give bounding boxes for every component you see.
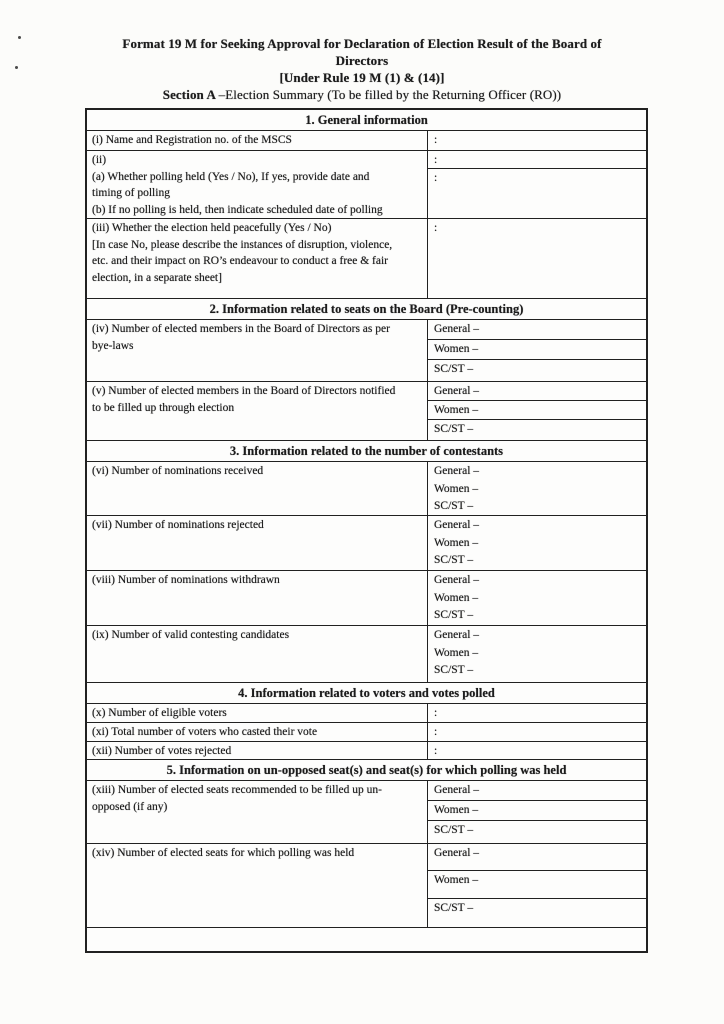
row-xiv-value-column bbox=[428, 844, 646, 927]
row-vii-value-cell bbox=[428, 516, 646, 570]
row-vii-women: Women – bbox=[434, 536, 479, 549]
section-a-subtitle: –Election Summary (To be filled by the Returning Officer (RO)) bbox=[218, 87, 562, 102]
row-vii-general: General – bbox=[434, 519, 480, 531]
row-viii-label: (viii) Number of nominations withdrawn bbox=[87, 571, 428, 625]
document-title bbox=[0, 35, 724, 103]
row-xiii-line-2: opposed (if any) bbox=[92, 800, 168, 813]
row-ii-line-2: (a) Whether polling held (Yes / No), If yes, provide date and bbox=[92, 170, 370, 183]
row-iii-line-3: etc. and their impact on RO’s endeavour to conduct a free & fair bbox=[92, 255, 389, 267]
row-iii-value-cell bbox=[428, 219, 646, 298]
row-iv-line-2: bye-laws bbox=[92, 339, 134, 352]
section-4-header: 4. Information related to voters and votes polled bbox=[238, 686, 495, 700]
row-xiii-line-1: (xiii) Number of elected seats recommended to be filled up un- bbox=[92, 784, 382, 796]
section-3-header-row bbox=[87, 441, 646, 462]
row-iv-label bbox=[87, 320, 428, 381]
colon: : bbox=[434, 134, 438, 146]
row-iii-line-1: (iii) Whether the election held peacefully (Yes / No) bbox=[92, 222, 332, 234]
row-iv-value-column bbox=[428, 320, 646, 381]
row-iv bbox=[87, 320, 646, 382]
row-viii-general: General – bbox=[434, 574, 480, 586]
row-xiii-label bbox=[87, 781, 428, 843]
row-ix-label: (ix) Number of valid contesting candidates bbox=[87, 626, 428, 682]
row-vi-general: General – bbox=[434, 465, 480, 477]
row-ix-general: General – bbox=[434, 629, 480, 641]
row-ii-line-4: (b) If no polling is held, then indicate scheduled date of polling bbox=[92, 203, 383, 216]
colon: : bbox=[434, 154, 438, 166]
row-vi-label: (vi) Number of nominations received bbox=[87, 462, 428, 515]
row-ii-value-column bbox=[428, 151, 646, 218]
row-viii bbox=[87, 571, 646, 626]
row-i-label: (i) Name and Registration no. of the MSCS bbox=[87, 131, 428, 150]
row-xi-value-cell bbox=[428, 723, 646, 741]
row-xiii-general-cell: General – bbox=[428, 781, 646, 801]
row-ii bbox=[87, 151, 646, 219]
row-xiii-women-cell: Women – bbox=[428, 801, 646, 821]
row-xii-value-cell bbox=[428, 742, 646, 759]
row-ix-scst: SC/ST – bbox=[434, 664, 474, 676]
section-1-header-row bbox=[87, 110, 646, 131]
row-xiv-general-cell: General – bbox=[428, 844, 646, 871]
row-xiii-scst-cell: SC/ST – bbox=[434, 824, 474, 836]
row-vi-value-cell bbox=[428, 462, 646, 515]
section-5-header: 5. Information on un-opposed seat(s) and seat(s) for which polling was held bbox=[166, 763, 567, 777]
row-xiv-scst-cell: SC/ST – bbox=[434, 902, 474, 914]
row-ii-value-cell-2 bbox=[428, 169, 646, 218]
colon: : bbox=[434, 745, 438, 757]
row-ix-women: Women – bbox=[434, 646, 479, 659]
section-3-header: 3. Information related to the number of contestants bbox=[229, 444, 504, 458]
row-iv-scst-cell: SC/ST – bbox=[434, 363, 474, 375]
row-xiii bbox=[87, 781, 646, 844]
row-xiv-label: (xiv) Number of elected seats for which polling was held bbox=[87, 844, 428, 927]
row-v bbox=[87, 382, 646, 441]
section-2-header: 2. Information related to seats on the Board (Pre-counting) bbox=[209, 302, 524, 316]
row-x bbox=[87, 704, 646, 723]
row-ix-value-cell bbox=[428, 626, 646, 682]
row-ii-label bbox=[87, 151, 428, 218]
section-1-header: 1. General information bbox=[305, 113, 428, 127]
row-v-women-cell: Women – bbox=[428, 401, 646, 420]
row-v-line-2: to be filled up through election bbox=[92, 401, 235, 414]
row-iii-line-2: [In case No, please describe the instances of disruption, violence, bbox=[92, 238, 393, 251]
row-ii-line-3: timing of polling bbox=[92, 187, 170, 199]
row-v-value-column bbox=[428, 382, 646, 440]
empty-cell bbox=[87, 928, 646, 951]
row-v-general-cell: General – bbox=[428, 382, 646, 401]
row-x-value-cell bbox=[428, 704, 646, 722]
row-x-label: (x) Number of eligible voters bbox=[87, 704, 428, 722]
row-viii-scst: SC/ST – bbox=[434, 609, 474, 621]
row-xiv-women-cell: Women – bbox=[428, 871, 646, 899]
election-summary-table bbox=[85, 108, 648, 953]
section-5-header-row bbox=[87, 760, 646, 781]
row-iii-label bbox=[87, 219, 428, 298]
title-line-2: Directors bbox=[335, 53, 389, 68]
colon: : bbox=[434, 222, 438, 234]
row-xii-label: (xii) Number of votes rejected bbox=[87, 742, 428, 759]
colon: : bbox=[434, 726, 438, 738]
title-line-4 bbox=[0, 86, 724, 103]
row-v-scst-cell: SC/ST – bbox=[434, 423, 474, 435]
row-viii-value-cell bbox=[428, 571, 646, 625]
section-a-label: Section A bbox=[162, 87, 219, 102]
section-2-header-row bbox=[87, 299, 646, 320]
section-4-header-row bbox=[87, 683, 646, 704]
row-v-line-1: (v) Number of elected members in the Board of Directors notified bbox=[92, 385, 396, 397]
row-vi bbox=[87, 462, 646, 516]
row-ii-value-cell-1 bbox=[428, 151, 646, 169]
row-vii-label: (vii) Number of nominations rejected bbox=[87, 516, 428, 570]
row-ix bbox=[87, 626, 646, 683]
title-line-3: [Under Rule 19 M (1) & (14)] bbox=[279, 70, 445, 85]
row-vi-women: Women – bbox=[434, 482, 479, 495]
row-i-value-cell bbox=[428, 131, 646, 150]
row-viii-women: Women – bbox=[434, 591, 479, 604]
row-iv-women-cell: Women – bbox=[428, 340, 646, 360]
colon: : bbox=[434, 172, 438, 184]
row-vi-scst: SC/ST – bbox=[434, 500, 474, 512]
row-i bbox=[87, 131, 646, 151]
title-line-1: Format 19 M for Seeking Approval for Declaration of Election Result of the Board of bbox=[122, 36, 602, 51]
row-xi bbox=[87, 723, 646, 742]
row-vii bbox=[87, 516, 646, 571]
row-iii bbox=[87, 219, 646, 299]
row-xiii-value-column bbox=[428, 781, 646, 843]
row-iii-line-4: election, in a separate sheet] bbox=[92, 271, 222, 284]
row-ii-line-1: (ii) bbox=[92, 154, 107, 166]
row-vii-scst: SC/ST – bbox=[434, 554, 474, 566]
row-iv-general-cell: General – bbox=[428, 320, 646, 340]
row-xiv bbox=[87, 844, 646, 928]
row-iv-line-1: (iv) Number of elected members in the Board of Directors as per bbox=[92, 323, 390, 335]
colon: : bbox=[434, 707, 438, 719]
empty-bottom-row bbox=[87, 928, 646, 951]
row-xi-label: (xi) Total number of voters who casted their vote bbox=[87, 723, 428, 741]
row-xii bbox=[87, 742, 646, 760]
row-v-label bbox=[87, 382, 428, 440]
